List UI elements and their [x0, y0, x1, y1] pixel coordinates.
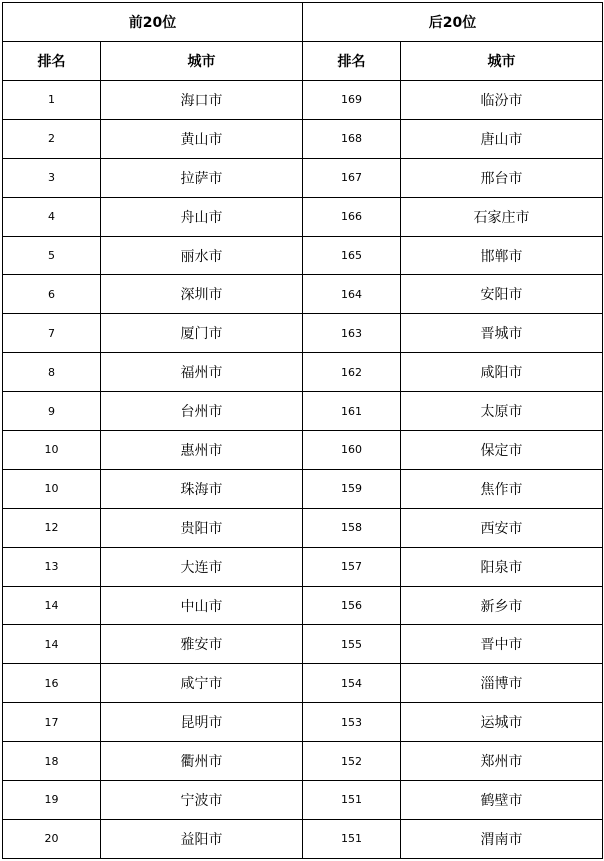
top-rank-cell: 6 [3, 275, 101, 314]
city-ranking-table [2, 2, 603, 859]
bottom-city-cell: 鹤壁市 [401, 781, 603, 820]
top-city-cell: 衢州市 [101, 742, 303, 781]
bottom-city-cell: 咸阳市 [401, 353, 603, 392]
table-row [3, 275, 603, 314]
top-city-cell: 中山市 [101, 586, 303, 625]
bottom-city-cell: 晋中市 [401, 625, 603, 664]
top-rank-cell: 10 [3, 431, 101, 470]
top-city-cell: 咸宁市 [101, 664, 303, 703]
top-city-cell: 昆明市 [101, 703, 303, 742]
top-city-cell: 厦门市 [101, 314, 303, 353]
bottom-city-cell: 焦作市 [401, 469, 603, 508]
bottom-rank-cell: 151 [303, 781, 401, 820]
top-rank-cell: 5 [3, 236, 101, 275]
top-rank-cell: 3 [3, 158, 101, 197]
group-header-row [3, 3, 603, 42]
bottom-city-cell: 晋城市 [401, 314, 603, 353]
table-row [3, 664, 603, 703]
table-row [3, 742, 603, 781]
bottom-city-cell: 邢台市 [401, 158, 603, 197]
top-rank-cell: 9 [3, 392, 101, 431]
table-row [3, 158, 603, 197]
top-rank-cell: 17 [3, 703, 101, 742]
bottom-rank-cell: 157 [303, 547, 401, 586]
bottom-city-cell: 新乡市 [401, 586, 603, 625]
bottom-rank-cell: 161 [303, 392, 401, 431]
bottom-rank-cell: 153 [303, 703, 401, 742]
top-city-cell: 大连市 [101, 547, 303, 586]
table-row [3, 81, 603, 120]
bottom-rank-cell: 156 [303, 586, 401, 625]
top-rank-cell: 8 [3, 353, 101, 392]
bottom-rank-cell: 155 [303, 625, 401, 664]
top-city-cell: 深圳市 [101, 275, 303, 314]
bottom-rank-cell: 169 [303, 81, 401, 120]
bottom-rank-cell: 152 [303, 742, 401, 781]
table-row [3, 197, 603, 236]
top-rank-cell: 14 [3, 625, 101, 664]
top-rank-cell: 7 [3, 314, 101, 353]
table-row [3, 469, 603, 508]
bottom-rank-cell: 154 [303, 664, 401, 703]
bottom-rank-cell: 165 [303, 236, 401, 275]
top-rank-cell: 12 [3, 508, 101, 547]
bottom-city-cell: 安阳市 [401, 275, 603, 314]
top-rank-cell: 10 [3, 469, 101, 508]
bottom-rank-header: 排名 [303, 42, 401, 81]
bottom-city-cell: 临汾市 [401, 81, 603, 120]
top-rank-cell: 4 [3, 197, 101, 236]
top-city-cell: 台州市 [101, 392, 303, 431]
table-row [3, 781, 603, 820]
bottom-city-cell: 渭南市 [401, 819, 603, 858]
bottom-city-cell: 西安市 [401, 508, 603, 547]
bottom-city-cell: 淄博市 [401, 664, 603, 703]
top-rank-cell: 14 [3, 586, 101, 625]
top-city-cell: 海口市 [101, 81, 303, 120]
bottom-city-cell: 太原市 [401, 392, 603, 431]
table-body [3, 81, 603, 859]
top-city-cell: 贵阳市 [101, 508, 303, 547]
bottom-rank-cell: 164 [303, 275, 401, 314]
table-row [3, 431, 603, 470]
top-city-cell: 益阳市 [101, 819, 303, 858]
bottom-city-cell: 唐山市 [401, 119, 603, 158]
table-row [3, 119, 603, 158]
top-city-cell: 宁波市 [101, 781, 303, 820]
table-row [3, 547, 603, 586]
top-rank-cell: 16 [3, 664, 101, 703]
bottom-rank-cell: 168 [303, 119, 401, 158]
top-rank-cell: 1 [3, 81, 101, 120]
table-row [3, 586, 603, 625]
top-rank-header: 排名 [3, 42, 101, 81]
column-header-row [3, 42, 603, 81]
top-city-cell: 丽水市 [101, 236, 303, 275]
top-city-cell: 珠海市 [101, 469, 303, 508]
table-row [3, 236, 603, 275]
top-city-cell: 拉萨市 [101, 158, 303, 197]
bottom-city-cell: 邯郸市 [401, 236, 603, 275]
bottom-city-cell: 石家庄市 [401, 197, 603, 236]
top-group-header: 前20位 [3, 3, 303, 42]
top-city-cell: 雅安市 [101, 625, 303, 664]
bottom-city-cell: 保定市 [401, 431, 603, 470]
table-row [3, 625, 603, 664]
bottom-rank-cell: 160 [303, 431, 401, 470]
top-rank-cell: 19 [3, 781, 101, 820]
table-row [3, 392, 603, 431]
table-row [3, 703, 603, 742]
top-rank-cell: 2 [3, 119, 101, 158]
bottom-rank-cell: 166 [303, 197, 401, 236]
top-rank-cell: 18 [3, 742, 101, 781]
table-row [3, 353, 603, 392]
table-row [3, 819, 603, 858]
bottom-city-cell: 郑州市 [401, 742, 603, 781]
bottom-rank-cell: 167 [303, 158, 401, 197]
bottom-rank-cell: 163 [303, 314, 401, 353]
top-city-header: 城市 [101, 42, 303, 81]
top-rank-cell: 13 [3, 547, 101, 586]
top-rank-cell: 20 [3, 819, 101, 858]
bottom-rank-cell: 158 [303, 508, 401, 547]
top-city-cell: 惠州市 [101, 431, 303, 470]
bottom-city-cell: 运城市 [401, 703, 603, 742]
bottom-group-header: 后20位 [303, 3, 603, 42]
bottom-rank-cell: 159 [303, 469, 401, 508]
bottom-rank-cell: 151 [303, 819, 401, 858]
bottom-city-header: 城市 [401, 42, 603, 81]
bottom-rank-cell: 162 [303, 353, 401, 392]
table-row [3, 314, 603, 353]
top-city-cell: 黄山市 [101, 119, 303, 158]
top-city-cell: 舟山市 [101, 197, 303, 236]
bottom-city-cell: 阳泉市 [401, 547, 603, 586]
top-city-cell: 福州市 [101, 353, 303, 392]
table-row [3, 508, 603, 547]
